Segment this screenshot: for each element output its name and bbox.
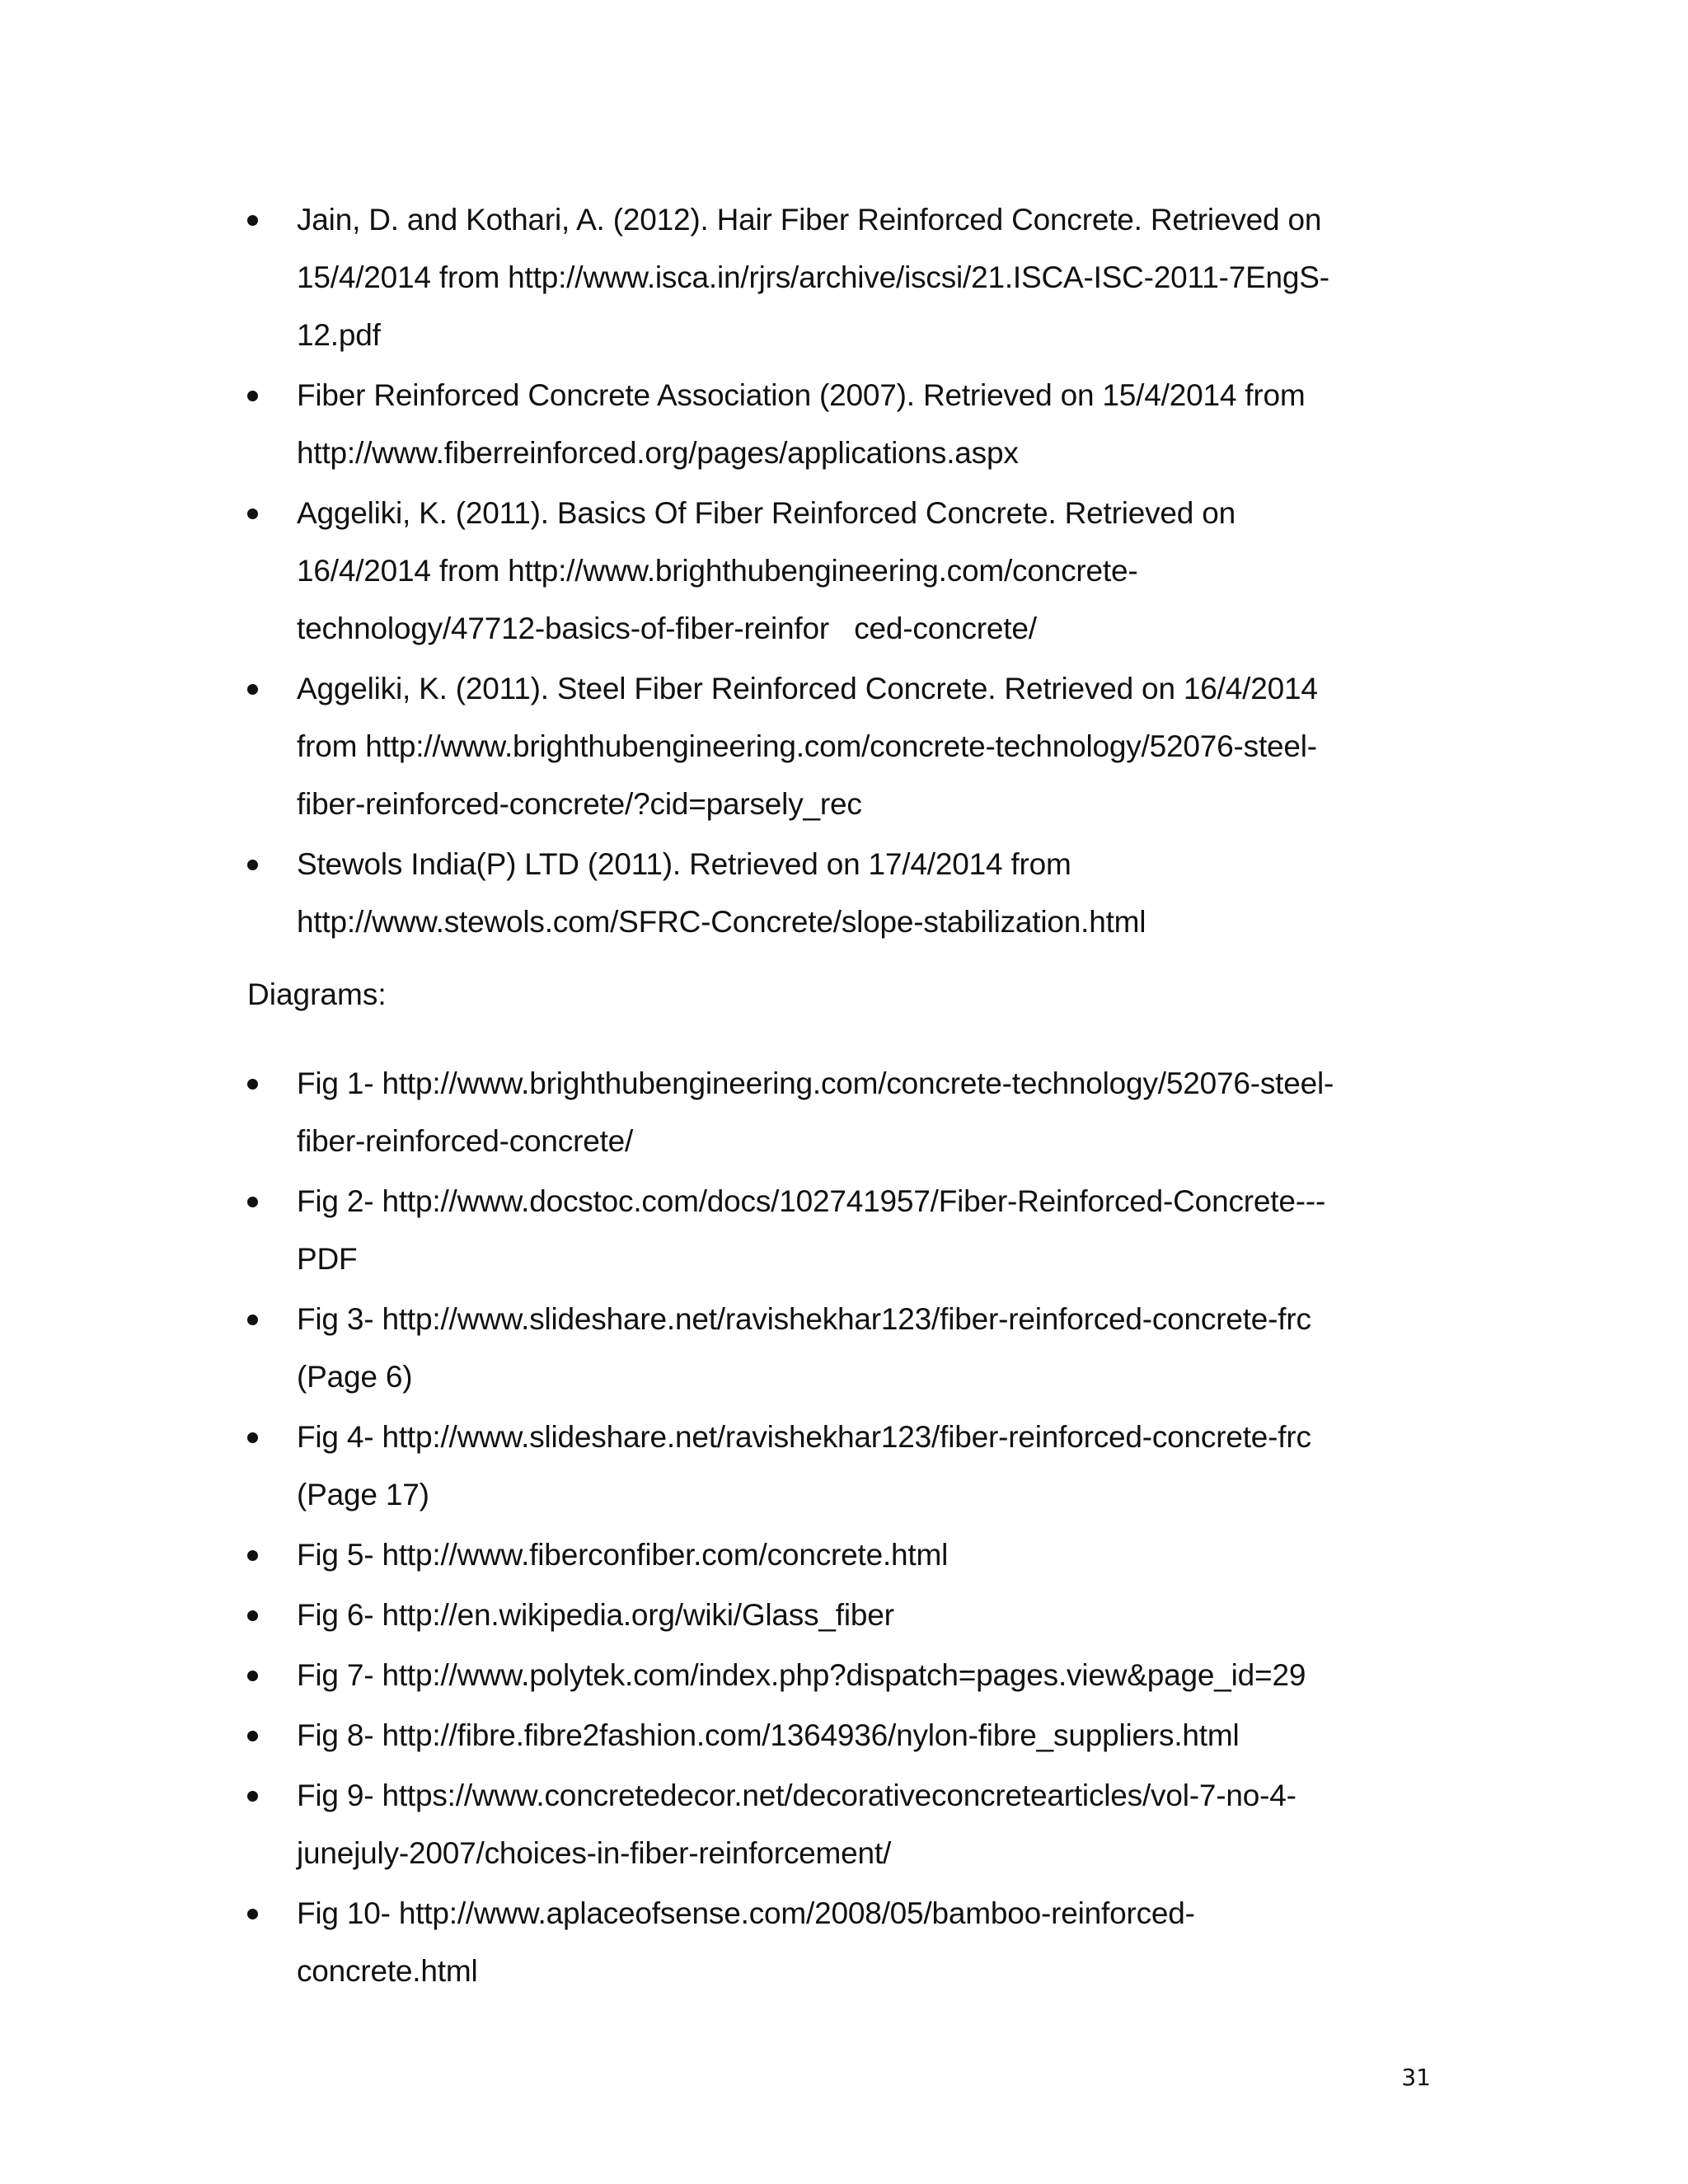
diagram-item: Fig 7- http://www.polytek.com/index.php?dispatch=pages.view&page_id=29 bbox=[247, 1647, 1434, 1704]
page-number: 31 bbox=[1401, 2064, 1431, 2091]
bullet-icon bbox=[247, 509, 258, 519]
diagrams-heading: Diagrams: bbox=[247, 977, 387, 1011]
diagram-item: Fig 6- http://en.wikipedia.org/wiki/Glass_fiber bbox=[247, 1586, 1434, 1644]
reference-item: Aggeliki, K. (2011). Steel Fiber Reinforced Concrete. Retrieved on 16/4/2014 from http://www.brighthubengineering.com/concrete-technology/52076-steel- fiber-reinforced-concrete/?cid=parsely_rec bbox=[247, 660, 1434, 833]
diagram-item: Fig 9- https://www.concretedecor.net/decorativeconcretearticles/vol-7-no-4- junejuly-2007/choices-in-fiber-reinforcement/ bbox=[247, 1767, 1434, 1882]
diagram-item: Fig 8- http://fibre.fibre2fashion.com/1364936/nylon-fibre_suppliers.html bbox=[247, 1707, 1434, 1765]
reference-item: Aggeliki, K. (2011). Basics Of Fiber Reinforced Concrete. Retrieved on 16/4/2014 from http://www.brighthubengineering.com/concrete- technology/47712-basics-of-fiber-reinfor ced-concrete/ bbox=[247, 485, 1434, 658]
diagram-item: Fig 4- http://www.slideshare.net/ravishekhar123/fiber-reinforced-concrete-frc (Page 17) bbox=[247, 1408, 1434, 1524]
bullet-icon bbox=[247, 391, 258, 401]
bullet-icon bbox=[247, 1197, 258, 1207]
diagram-item: Fig 1- http://www.brighthubengineering.com/concrete-technology/52076-steel- fiber-reinforced-concrete/ bbox=[247, 1055, 1434, 1170]
bullet-icon bbox=[247, 1731, 258, 1741]
diagram-item: Fig 10- http://www.aplaceofsense.com/2008/05/bamboo-reinforced- concrete.html bbox=[247, 1885, 1434, 2000]
bullet-icon bbox=[247, 1791, 258, 1802]
reference-item: Fiber Reinforced Concrete Association (2007). Retrieved on 15/4/2014 from http://www.fiberreinforced.org/pages/applications.aspx bbox=[247, 367, 1434, 482]
reference-item: Jain, D. and Kothari, A. (2012). Hair Fiber Reinforced Concrete. Retrieved on 15/4/2014 from http://www.isca.in/rjrs/archive/iscsi/21.ISCA-ISC-2011-7EngS- 12.pdf bbox=[247, 191, 1434, 364]
bullet-icon bbox=[247, 860, 258, 870]
bullet-icon bbox=[247, 1671, 258, 1681]
reference-item: Stewols India(P) LTD (2011). Retrieved on 17/4/2014 from http://www.stewols.com/SFRC-Concrete/slope-stabilization.html bbox=[247, 836, 1434, 951]
bullet-icon bbox=[247, 1909, 258, 1919]
diagram-item: Fig 3- http://www.slideshare.net/ravishekhar123/fiber-reinforced-concrete-frc (Page 6) bbox=[247, 1291, 1434, 1406]
diagram-list bbox=[247, 1055, 1434, 2003]
bullet-icon bbox=[247, 1432, 258, 1443]
reference-list bbox=[247, 191, 1434, 954]
bullet-icon bbox=[247, 1079, 258, 1090]
bullet-icon bbox=[247, 1550, 258, 1561]
bullet-icon bbox=[247, 684, 258, 695]
diagram-item: Fig 2- http://www.docstoc.com/docs/102741957/Fiber-Reinforced-Concrete--- PDF bbox=[247, 1173, 1434, 1288]
bullet-icon bbox=[247, 1315, 258, 1325]
diagram-item: Fig 5- http://www.fiberconfiber.com/concrete.html bbox=[247, 1526, 1434, 1584]
bullet-icon bbox=[247, 1610, 258, 1621]
bullet-icon bbox=[247, 215, 258, 226]
